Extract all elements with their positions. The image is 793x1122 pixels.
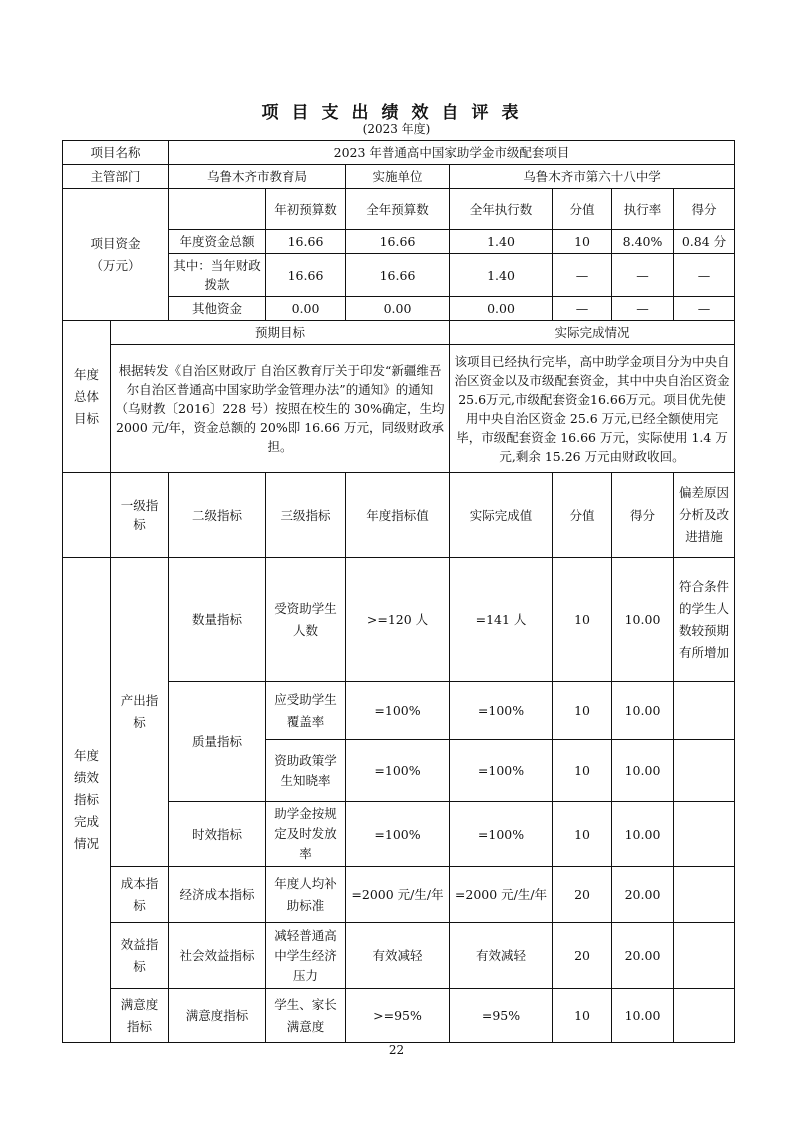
expected-goal-text: 根据转发《自治区财政厅 自治区教育厅关于印发“新疆维吾尔自治区普通高中国家助学金管理办法”的通知》的通知（乌财教〔2016〕228 号）按照在校生的 30%确定，生均 2000 元/年，资金总额的 20%即 16.66 万元，同级财政承担。	[111, 345, 450, 473]
indicator-score-value: 20	[553, 867, 612, 923]
evaluation-table	[62, 140, 735, 1043]
funds-header: 分值	[553, 189, 612, 230]
indicator-l3: 应受助学生覆盖率	[266, 682, 346, 740]
indicator-score: 10.00	[612, 989, 674, 1043]
indicator-note: 符合条件的学生人数较预期有所增加	[674, 558, 735, 682]
funds-cell: —	[674, 297, 735, 321]
satisfaction-indicator-label: 满意度指标	[111, 989, 169, 1043]
benefit-indicator-label: 效益指标	[111, 923, 169, 989]
funds-label: 项目资金 （万元）	[63, 189, 169, 321]
output-indicator-label: 产出指标	[111, 558, 169, 867]
year-subtitle: (2023 年度)	[362, 122, 431, 136]
indicator-score: 20.00	[612, 923, 674, 989]
funds-cell: 1.40	[450, 230, 553, 254]
indicator-target: >=120 人	[346, 558, 450, 682]
indicator-score: 10.00	[612, 740, 674, 802]
indicator-actual: =100%	[450, 682, 553, 740]
indicator-score: 10.00	[612, 802, 674, 867]
indicator-l3: 学生、家长满意度	[266, 989, 346, 1043]
funds-cell: —	[674, 254, 735, 297]
indicator-header: 三级指标	[266, 473, 346, 558]
indicator-score-value: 10	[553, 682, 612, 740]
actual-header: 实际完成情况	[450, 321, 735, 345]
indicator-note	[674, 989, 735, 1043]
indicator-header: 实际完成值	[450, 473, 553, 558]
funds-cell: 8.40%	[612, 230, 674, 254]
indicator-target: =2000 元/生/年	[346, 867, 450, 923]
goals-label: 年度总体目标	[63, 321, 111, 473]
funds-cell: 16.66	[346, 230, 450, 254]
funds-row-label: 年度资金总额	[169, 230, 266, 254]
funds-header: 年初预算数	[266, 189, 346, 230]
funds-cell: —	[553, 297, 612, 321]
funds-header: 得分	[674, 189, 735, 230]
indicator-actual: =100%	[450, 740, 553, 802]
indicator-note	[674, 923, 735, 989]
indicator-section-label: 年度绩效指标完成情况	[63, 558, 111, 1043]
indicator-header: 一级指标	[111, 473, 169, 558]
benefit-l2-label: 社会效益指标	[169, 923, 266, 989]
actual-goal-text: 该项目已经执行完毕，高中助学金项目分为中央自治区资金以及市级配套资金，其中中央自治区资金25.6万元,市级配套资金16.66万元。项目优先使用中央自治区资金 25.6 万元,已经全额使用完毕，市级配套资金 16.66 万元，实际使用 1.4 万元,剩余 15.26 万元由财政收回。	[450, 345, 735, 473]
indicator-score-value: 20	[553, 923, 612, 989]
indicator-target: 有效减轻	[346, 923, 450, 989]
funds-cell: 16.66	[266, 230, 346, 254]
indicator-note	[674, 682, 735, 740]
funds-cell: 0.00	[346, 297, 450, 321]
funds-cell: 0.84 分	[674, 230, 735, 254]
funds-header: 执行率	[612, 189, 674, 230]
funds-header: 全年预算数	[346, 189, 450, 230]
funds-cell: —	[612, 254, 674, 297]
indicator-score-value: 10	[553, 802, 612, 867]
funds-cell: —	[553, 254, 612, 297]
expected-header: 预期目标	[111, 321, 450, 345]
cost-indicator-label: 成本指标	[111, 867, 169, 923]
indicator-score: 20.00	[612, 867, 674, 923]
quantity-indicator-label: 数量指标	[169, 558, 266, 682]
satisfaction-l2-label: 满意度指标	[169, 989, 266, 1043]
indicator-target: >=95%	[346, 989, 450, 1043]
indicator-note	[674, 740, 735, 802]
indicator-l3: 减轻普通高中学生经济压力	[266, 923, 346, 989]
funds-row-label: 其中：当年财政拨款	[169, 254, 266, 297]
project-name-label: 项目名称	[63, 141, 169, 165]
indicator-header-blank	[63, 473, 111, 558]
funds-cell: —	[612, 297, 674, 321]
page-number: 22	[388, 1043, 405, 1057]
indicator-l3: 受资助学生人数	[266, 558, 346, 682]
indicator-header: 二级指标	[169, 473, 266, 558]
impl-value: 乌鲁木齐市第六十八中学	[450, 165, 735, 189]
page-title: 项目支出绩效自评表	[261, 103, 532, 123]
funds-cell: 16.66	[346, 254, 450, 297]
indicator-note	[674, 802, 735, 867]
quality-indicator-label: 质量指标	[169, 682, 266, 802]
funds-cell: 10	[553, 230, 612, 254]
dept-value: 乌鲁木齐市教育局	[169, 165, 346, 189]
indicator-target: =100%	[346, 682, 450, 740]
indicator-score: 10.00	[612, 682, 674, 740]
funds-cell: 1.40	[450, 254, 553, 297]
indicator-actual: =2000 元/生/年	[450, 867, 553, 923]
indicator-l3: 资助政策学生知晓率	[266, 740, 346, 802]
indicator-actual: =95%	[450, 989, 553, 1043]
funds-header-blank	[169, 189, 266, 230]
cost-l2-label: 经济成本指标	[169, 867, 266, 923]
impl-label: 实施单位	[346, 165, 450, 189]
indicator-score: 10.00	[612, 558, 674, 682]
indicator-actual: =141 人	[450, 558, 553, 682]
indicator-target: =100%	[346, 802, 450, 867]
indicator-header: 分值	[553, 473, 612, 558]
indicator-actual: =100%	[450, 802, 553, 867]
funds-row-label: 其他资金	[169, 297, 266, 321]
funds-cell: 0.00	[266, 297, 346, 321]
indicator-score-value: 10	[553, 558, 612, 682]
funds-header: 全年执行数	[450, 189, 553, 230]
funds-cell: 16.66	[266, 254, 346, 297]
indicator-target: =100%	[346, 740, 450, 802]
timeliness-indicator-label: 时效指标	[169, 802, 266, 867]
indicator-l3: 助学金按规定及时发放率	[266, 802, 346, 867]
indicator-score-value: 10	[553, 740, 612, 802]
indicator-header: 偏差原因分析及改进措施	[674, 473, 735, 558]
indicator-score-value: 10	[553, 989, 612, 1043]
indicator-note	[674, 867, 735, 923]
indicator-header: 得分	[612, 473, 674, 558]
funds-cell: 0.00	[450, 297, 553, 321]
indicator-l3: 年度人均补助标准	[266, 867, 346, 923]
project-name: 2023 年普通高中国家助学金市级配套项目	[169, 141, 735, 165]
indicator-header: 年度指标值	[346, 473, 450, 558]
indicator-actual: 有效减轻	[450, 923, 553, 989]
dept-label: 主管部门	[63, 165, 169, 189]
